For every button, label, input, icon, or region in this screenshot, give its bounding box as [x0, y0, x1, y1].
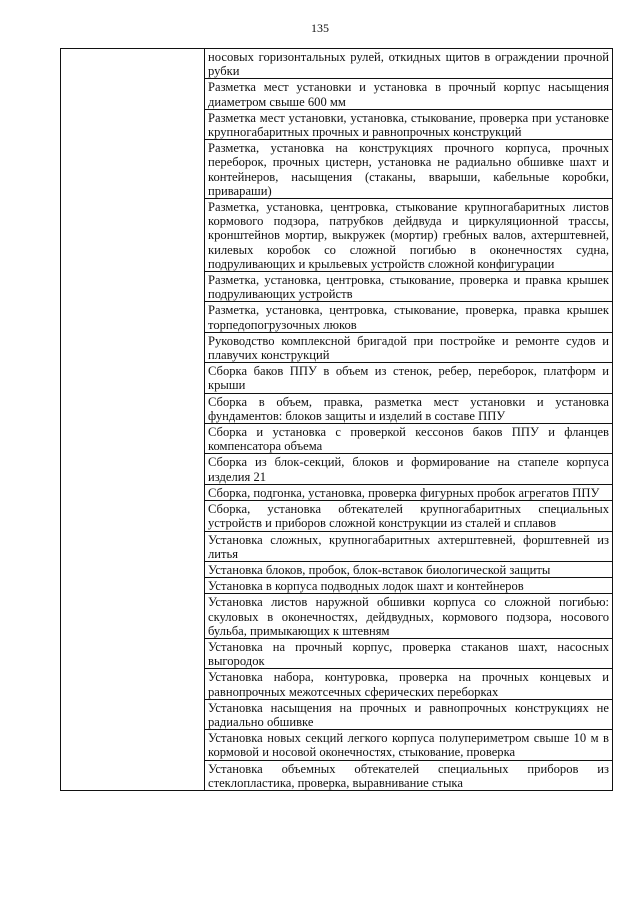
work-description-cell: Руководство комплексной бригадой при постройке и ремонте судов и плавучих конструкций [205, 332, 613, 362]
work-description-cell: Установка листов наружной обшивки корпуса со сложной погибью: скуловых в оконечностях, дейдвудных, кормового подзора, носового бульба, примыкающих к штевням [205, 594, 613, 639]
work-description-cell: Разметка, установка, центровка, стыкование крупногабаритных листов кормового подзора, патрубков дейдвуда и циркуляционной трассы, кронштейнов мортир, выкружек (мортир) гребных валов, ахтерштевней, килевых коробок со сложной погибью в оконечностях судна, подруливающих и крыльевых устройств сложной конфигурации [205, 199, 613, 272]
work-description-cell: Сборка, установка обтекателей крупногабаритных специальных устройств и приборов сложной конструкции из сталей и сплавов [205, 501, 613, 531]
work-description-cell: Сборка баков ППУ в объем из стенок, ребер, переборок, платформ и крыши [205, 363, 613, 393]
work-description-cell: Сборка и установка с проверкой кессонов баков ППУ и фланцев компенсатора объема [205, 424, 613, 454]
work-description-cell: Сборка, подгонка, установка, проверка фигурных пробок агрегатов ППУ [205, 484, 613, 500]
work-description-cell: носовых горизонтальных рулей, откидных щитов в ограждении прочной рубки [205, 49, 613, 79]
work-description-cell: Установка в корпуса подводных лодок шахт и контейнеров [205, 578, 613, 594]
work-description-cell: Разметка мест установки и установка в прочный корпус насыщения диаметром свыше 600 мм [205, 79, 613, 109]
work-types-table [60, 48, 613, 791]
work-description-cell: Установка блоков, пробок, блок-вставок биологической защиты [205, 561, 613, 577]
table-row [61, 49, 613, 79]
work-description-cell: Установка новых секций легкого корпуса полупериметром свыше 10 м в кормовой и носовой оконечностях, стыкование, проверка [205, 730, 613, 760]
profession-cell [61, 49, 205, 791]
work-description-cell: Разметка, установка, центровка, стыкование, проверка и правка крышек подруливающих устройств [205, 272, 613, 302]
work-description-cell: Разметка, установка на конструкциях прочного корпуса, прочных переборок, прочных цистерн, установка не радиально обшивке шахт и контейнеров, насыщения (стаканы, вварыши, кабельные коробки, привараши) [205, 140, 613, 199]
work-description-cell: Установка сложных, крупногабаритных ахтерштевней, форштевней из литья [205, 531, 613, 561]
work-description-cell: Установка на прочный корпус, проверка стаканов шахт, насосных выгородок [205, 638, 613, 668]
work-description-cell: Сборка из блок-секций, блоков и формирование на стапеле корпуса изделия 21 [205, 454, 613, 484]
work-description-cell: Сборка в объем, правка, разметка мест установки и установка фундаментов: блоков защиты и изделий в составе ППУ [205, 393, 613, 423]
page-number: 135 [311, 21, 329, 35]
work-description-cell: Разметка, установка, центровка, стыкование, проверка, правка крышек торпедопогрузочных люков [205, 302, 613, 332]
work-description-cell: Установка насыщения на прочных и равнопрочных конструкциях не радиально обшивке [205, 699, 613, 729]
work-description-cell: Установка набора, контуровка, проверка на прочных концевых и равнопрочных межотсечных сферических переборках [205, 669, 613, 699]
work-description-cell: Установка объемных обтекателей специальных приборов из стеклопластика, проверка, выравнивание стыка [205, 760, 613, 790]
work-description-cell: Разметка мест установки, установка, стыкование, проверка при установке крупногабаритных прочных и равнопрочных конструкций [205, 109, 613, 139]
